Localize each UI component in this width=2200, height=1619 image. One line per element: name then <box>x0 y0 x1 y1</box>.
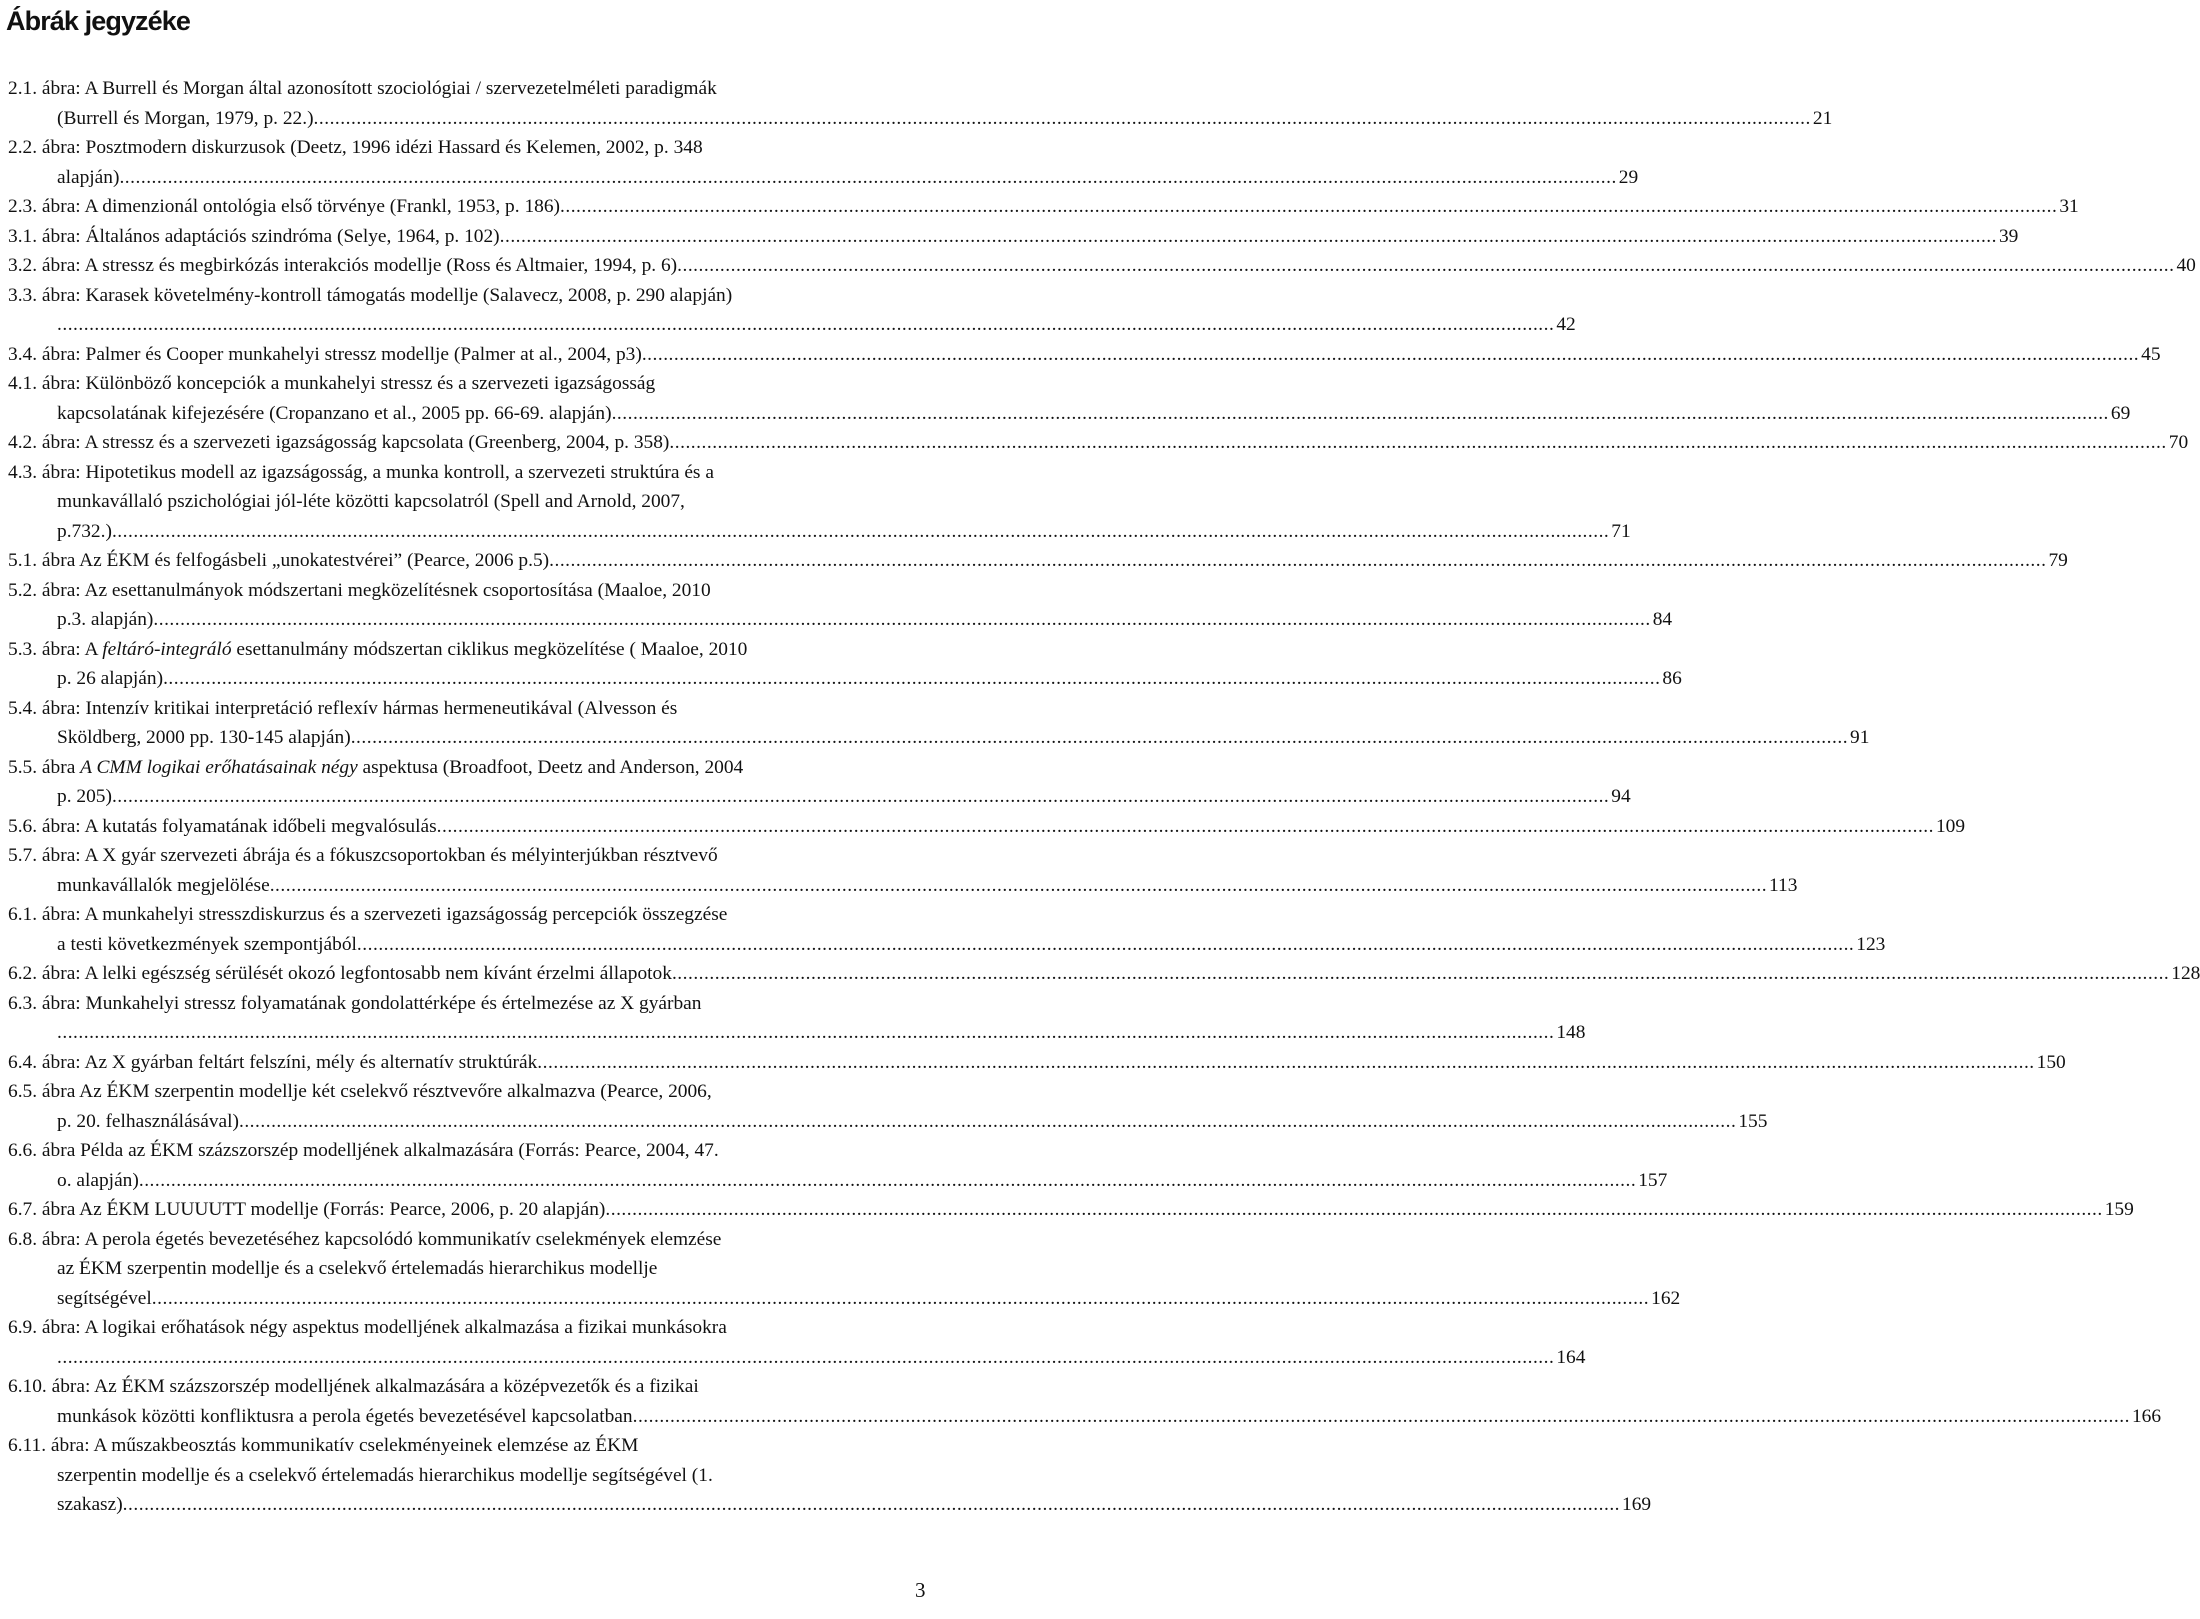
toc-entry-line: 5.4. ábra: Intenzív kritikai interpretáció reflexív hármas hermeneutikával (Alvesson és <box>8 697 678 719</box>
toc-entry-line <box>8 1018 1586 1048</box>
toc-entry-line <box>8 812 1966 842</box>
toc-entry[interactable] <box>8 1136 1668 1195</box>
dot-leader <box>119 163 1616 193</box>
toc-entry-line: szerpentin modellje és a cselekvő értelemadás hierarchikus modellje segítségével (1. <box>57 1464 713 1486</box>
toc-entry-line <box>8 930 1886 960</box>
dot-leader <box>642 340 2139 370</box>
toc-entry-text: munkavállalók megjelölése <box>57 874 270 896</box>
toc-entry-page: 128 <box>2171 963 2200 984</box>
toc-entry-line: 6.3. ábra: Munkahelyi stressz folyamatának gondolattérképe és értelmezése az X gyárban <box>8 992 702 1014</box>
toc-entry-page: 40 <box>2176 255 2196 276</box>
toc-entry-text: segítségével <box>57 1287 152 1309</box>
toc-entry-text: a testi következmények szempontjából <box>57 933 357 955</box>
toc-entry-page: 42 <box>1556 314 1576 335</box>
dot-leader <box>549 546 2046 576</box>
toc-entry-text: 6.7. ábra Az ÉKM LUUUUTT modellje (Forrás: Pearce, 2006, p. 20 alapján) <box>8 1199 606 1220</box>
toc-entry[interactable] <box>8 900 1886 959</box>
dot-leader <box>357 930 1854 960</box>
toc-entry-text: 4.2. ábra: A stressz és a szervezeti igazságosság kapcsolata (Greenberg, 2004, p. 358) <box>8 432 670 453</box>
toc-entry[interactable] <box>8 1372 2162 1431</box>
toc-entry-text: o. alapján) <box>57 1169 139 1191</box>
toc-entry[interactable] <box>8 753 1631 812</box>
page-number: 3 <box>915 1578 926 1602</box>
toc-entry[interactable] <box>8 133 1639 192</box>
toc-entry-text: 2.3. ábra: A dimenzionál ontológia első törvénye (Frankl, 1953, p. 186) <box>8 196 560 217</box>
toc-entry-line: 6.6. ábra Példa az ÉKM százszorszép modelljének alkalmazására (Forrás: Pearce, 2004, 47. <box>8 1140 719 1161</box>
toc-entry-text: 6.4. ábra: Az X gyárban feltárt felszíni, mély és alternatív struktúrák <box>8 1051 538 1073</box>
toc-entry[interactable] <box>8 989 1586 1048</box>
toc-entry-page: 155 <box>1738 1110 1768 1132</box>
toc-entry-line <box>8 310 1576 340</box>
toc-entry-text: 3.4. ábra: Palmer és Cooper munkahelyi stressz modellje (Palmer at al., 2004, p3) <box>8 343 642 365</box>
dot-leader <box>633 1402 2130 1432</box>
toc-entry-page: 79 <box>2048 550 2068 571</box>
toc-entry[interactable] <box>8 959 2200 989</box>
toc-entry[interactable] <box>8 1048 2066 1078</box>
toc-entry-page: 169 <box>1622 1494 1652 1515</box>
toc-entry-page: 84 <box>1652 609 1673 630</box>
dot-leader <box>239 1107 1736 1137</box>
toc-entry-line: 2.1. ábra: A Burrell és Morgan által azonosított szociológiai / szervezetelméleti paradigmák <box>8 78 717 99</box>
dot-leader <box>57 1018 1554 1048</box>
dot-leader <box>500 222 1997 252</box>
toc-entry-page: 162 <box>1651 1287 1681 1309</box>
toc-entry-line <box>8 192 2079 222</box>
toc-entry[interactable] <box>8 1077 1768 1136</box>
toc-entry-text: p.3. alapján) <box>57 609 154 630</box>
toc-entry-page: 39 <box>1998 225 2019 247</box>
toc-entry-text: (Burrell és Morgan, 1979, p. 22.) <box>57 107 314 129</box>
toc-entry[interactable] <box>8 74 1833 133</box>
toc-entry-page: 159 <box>2104 1199 2134 1220</box>
dot-leader <box>560 192 2057 222</box>
toc-entry-page: 157 <box>1638 1169 1668 1191</box>
toc-entry[interactable] <box>8 340 2161 370</box>
dot-leader <box>605 1195 2102 1225</box>
toc-entry-line <box>8 1402 2162 1432</box>
dot-leader <box>537 1048 2034 1078</box>
toc-entry-page: 71 <box>1611 520 1631 542</box>
toc-entry-page: 91 <box>1850 727 1870 748</box>
toc-entry-line <box>8 428 2189 458</box>
toc-entry-line <box>8 1107 1768 1137</box>
toc-entry-line <box>8 664 1682 694</box>
toc-entry-line: 6.1. ábra: A munkahelyi stresszdiskurzus és a szervezeti igazságosság percepciók összegzése <box>8 904 728 925</box>
toc-entry-line: munkavállaló pszichológiai jól-léte közötti kapcsolatról (Spell and Arnold, 2007, <box>57 491 685 512</box>
toc-entry[interactable] <box>8 222 2019 252</box>
dot-leader <box>57 310 1554 340</box>
dot-leader <box>153 605 1650 635</box>
dot-leader <box>112 517 1609 547</box>
toc-entry-text: Sköldberg, 2000 pp. 130-145 alapján) <box>57 727 351 748</box>
toc-entry[interactable] <box>8 1313 1586 1372</box>
dot-leader <box>163 664 1660 694</box>
toc-entry[interactable] <box>8 694 1870 753</box>
figure-list <box>8 74 2200 1520</box>
toc-entry-text: 6.2. ábra: A lelki egészség sérülését okozó legfontosabb nem kívánt érzelmi állapotok <box>8 963 672 984</box>
toc-entry-line <box>8 1490 1652 1520</box>
toc-entry[interactable] <box>8 369 2131 428</box>
toc-entry-text: p. 20. felhasználásával) <box>57 1110 239 1132</box>
toc-entry-line: az ÉKM szerpentin modellje és a cselekvő értelemadás hierarchikus modellje <box>57 1258 658 1279</box>
toc-entry-line: 6.5. ábra Az ÉKM szerpentin modellje két cselekvő résztvevőre alkalmazva (Pearce, 2006, <box>8 1081 712 1102</box>
toc-entry-page: 164 <box>1556 1346 1586 1368</box>
dot-leader <box>314 104 1811 134</box>
toc-entry[interactable] <box>8 1225 1681 1314</box>
toc-entry-line <box>8 340 2161 370</box>
toc-entry-line <box>8 723 1870 753</box>
toc-entry-page: 45 <box>2141 343 2161 365</box>
toc-entry-line: 6.10. ábra: Az ÉKM százszorszép modelljének alkalmazására a középvezetők és a fizikai <box>8 1376 699 1397</box>
toc-entry-line: 5.5. ábra A CMM logikai erőhatásainak négy aspektusa (Broadfoot, Deetz and Anderson, 2004 <box>8 756 744 778</box>
toc-entry-line <box>8 1048 2066 1078</box>
toc-entry-page: 70 <box>2168 432 2189 453</box>
toc-entry-text: 5.6. ábra: A kutatás folyamatának időbeli megvalósulás <box>8 815 437 837</box>
dot-leader <box>351 723 1848 753</box>
toc-entry[interactable] <box>8 428 2189 458</box>
toc-entry-line <box>8 782 1631 812</box>
toc-entry-text: kapcsolatának kifejezésére (Cropanzano et al., 2005 pp. 66-69. alapján) <box>57 402 612 424</box>
toc-entry-line: 4.3. ábra: Hipotetikus modell az igazságosság, a munka kontroll, a szervezeti struktúra és a <box>8 461 714 483</box>
dot-leader <box>677 251 2174 281</box>
toc-entry[interactable] <box>8 576 1673 635</box>
toc-entry-page: 29 <box>1618 166 1639 188</box>
dot-leader <box>123 1490 1620 1520</box>
toc-entry-text: alapján) <box>57 166 120 188</box>
dot-leader <box>57 1343 1554 1373</box>
toc-entry-line <box>8 104 1833 134</box>
toc-entry-text: p.732.) <box>57 520 112 542</box>
toc-entry-page: 166 <box>2131 1405 2162 1427</box>
toc-entry-page: 113 <box>1769 874 1798 896</box>
toc-entry-line <box>8 1343 1586 1373</box>
toc-entry-line: 5.7. ábra: A X gyár szervezeti ábrája és a fókuszcsoportokban és mélyinterjúkban résztvevő <box>8 845 718 866</box>
toc-entry[interactable] <box>8 812 1966 842</box>
toc-entry[interactable] <box>8 192 2079 222</box>
toc-entry-line <box>8 871 1798 901</box>
toc-entry-text: munkások közötti konfliktusra a perola égetés bevezetésével kapcsolatban <box>57 1405 633 1427</box>
toc-entry-line <box>8 1284 1681 1314</box>
toc-entry[interactable] <box>8 458 1631 547</box>
dot-leader <box>437 812 1934 842</box>
toc-entry-text: szakasz) <box>57 1494 123 1515</box>
toc-entry-line <box>8 1166 1668 1196</box>
dot-leader <box>669 428 2166 458</box>
toc-entry-page: 148 <box>1556 1022 1586 1043</box>
toc-entry[interactable] <box>8 1431 1652 1520</box>
dot-leader <box>139 1166 1636 1196</box>
toc-entry-text: 3.2. ábra: A stressz és megbirkózás interakciós modellje (Ross és Altmaier, 1994, p. 6) <box>8 255 678 276</box>
toc-entry-line <box>8 399 2131 429</box>
toc-entry-text: 3.1. ábra: Általános adaptációs szindróma (Selye, 1964, p. 102) <box>8 225 500 247</box>
toc-entry-line <box>8 546 2068 576</box>
toc-entry-page: 31 <box>2059 196 2079 217</box>
toc-entry-page: 123 <box>1856 933 1886 955</box>
toc-entry[interactable] <box>8 546 2068 576</box>
dot-leader <box>612 399 2109 429</box>
toc-entry-line: 2.2. ábra: Posztmodern diskurzusok (Deetz, 1996 idézi Hassard és Kelemen, 2002, p. 348 <box>8 137 703 158</box>
toc-entry-line <box>8 959 2200 989</box>
toc-entry-page: 94 <box>1611 786 1631 807</box>
toc-entry-page: 109 <box>1935 815 1966 837</box>
dot-leader <box>112 782 1609 812</box>
toc-entry-line: 5.2. ábra: Az esettanulmányok módszertani megközelítésnek csoportosítása (Maaloe, 2010 <box>8 579 711 601</box>
toc-entry[interactable] <box>8 281 1576 340</box>
toc-entry-page: 86 <box>1662 668 1682 689</box>
toc-entry-line <box>8 222 2019 252</box>
toc-entry-line: 6.8. ábra: A perola égetés bevezetéséhez kapcsolódó kommunikatív cselekmények elemzése <box>8 1228 722 1250</box>
dot-leader <box>672 959 2169 989</box>
toc-entry[interactable] <box>8 635 1682 694</box>
toc-entry[interactable] <box>8 251 2196 281</box>
dot-leader <box>152 1284 1649 1314</box>
toc-entry-line <box>8 1195 2134 1225</box>
toc-entry-text: 5.1. ábra Az ÉKM és felfogásbeli „unokatestvérei” (Pearce, 2006 p.5) <box>8 550 550 571</box>
page-title: Ábrák jegyzéke <box>6 6 191 36</box>
toc-entry-line: 4.1. ábra: Különböző koncepciók a munkahelyi stressz és a szervezeti igazságosság <box>8 373 656 394</box>
toc-entry-line: 5.3. ábra: A feltáró-integráló esettanulmány módszertan ciklikus megközelítése ( Maaloe, 2010 <box>8 638 748 660</box>
dot-leader <box>270 871 1767 901</box>
toc-entry-line <box>8 251 2196 281</box>
toc-entry-line <box>8 517 1631 547</box>
toc-entry-line <box>8 605 1673 635</box>
toc-entry[interactable] <box>8 841 1798 900</box>
toc-entry-line: 6.11. ábra: A műszakbeosztás kommunikatív cselekményeinek elemzése az ÉKM <box>8 1435 639 1456</box>
toc-entry[interactable] <box>8 1195 2134 1225</box>
toc-entry-page: 21 <box>1812 107 1833 129</box>
toc-entry-text: p. 26 alapján) <box>57 668 164 689</box>
toc-entry-page: 150 <box>2036 1051 2066 1073</box>
toc-entry-line <box>8 163 1639 193</box>
toc-entry-text: p. 205) <box>57 786 112 807</box>
toc-entry-page: 69 <box>2110 402 2131 424</box>
toc-entry-line: 6.9. ábra: A logikai erőhatások négy aspektus modelljének alkalmazása a fizikai munkásokra <box>8 1317 727 1338</box>
toc-entry-line: 3.3. ábra: Karasek követelmény-kontroll támogatás modellje (Salavecz, 2008, p. 290 alapján) <box>8 284 733 306</box>
